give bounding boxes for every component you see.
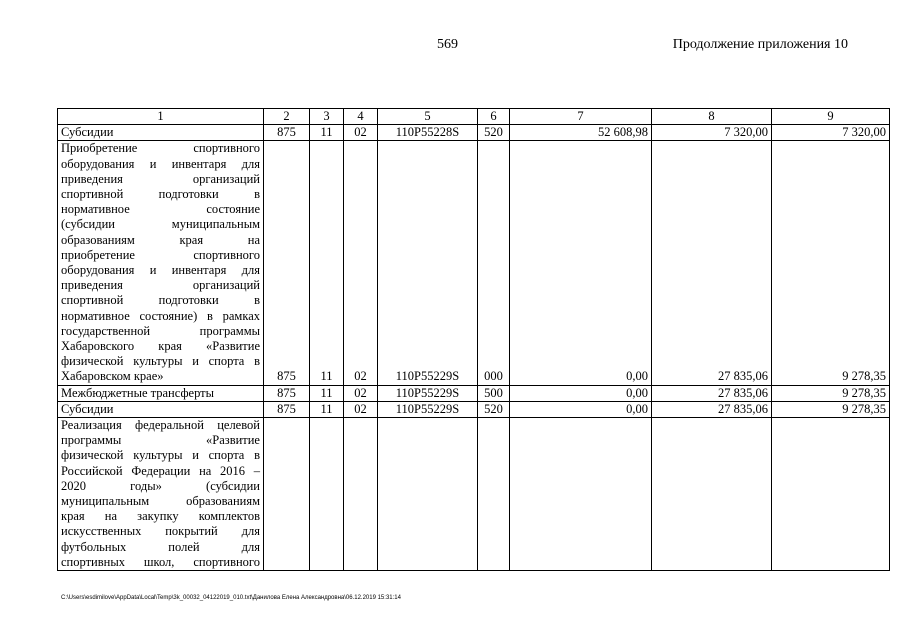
row-name-line: нормативное состояние) в рамках — [61, 308, 260, 323]
row-name-line: приведения организаций — [61, 278, 260, 293]
row-name-line: Приобретение спортивного — [61, 141, 260, 156]
target-article-cell — [378, 418, 478, 571]
table-row — [58, 141, 890, 385]
row-name-line: нормативное состояние — [61, 202, 260, 217]
subsection-cell — [344, 418, 378, 571]
row-name-cell — [58, 141, 264, 385]
table-row — [58, 125, 890, 141]
row-name-line: физической культуры и спорта в — [61, 448, 260, 463]
expense-type-cell: 000 — [478, 141, 510, 385]
row-name-cell — [58, 418, 264, 571]
column-header: 5 — [378, 109, 478, 125]
admin-code-cell: 875 — [264, 141, 310, 385]
row-name-line: Хабаровского края «Развитие — [61, 339, 260, 354]
column-header: 3 — [310, 109, 344, 125]
row-name-line: Хабаровском крае» — [61, 369, 164, 384]
row-name-line: 2020 годы» (субсидии — [61, 478, 260, 493]
amount-col9-cell: 9 278,35 — [772, 401, 890, 417]
row-name-line: образованиям края на — [61, 232, 260, 247]
expense-type-cell: 500 — [478, 385, 510, 401]
row-name-line: оборудования и инвентаря для — [61, 263, 260, 278]
amount-col8-cell: 7 320,00 — [652, 125, 772, 141]
row-name-line: физической культуры и спорта в — [61, 354, 260, 369]
expense-type-cell: 520 — [478, 125, 510, 141]
target-article-cell: 110P55228S — [378, 125, 478, 141]
column-header: 4 — [344, 109, 378, 125]
row-name-line: спортивной подготовки в — [61, 293, 260, 308]
table-body — [58, 125, 890, 571]
amount-col7-cell: 0,00 — [510, 141, 652, 385]
column-header: 7 — [510, 109, 652, 125]
section-cell: 11 — [310, 125, 344, 141]
amount-col7-cell: 52 608,98 — [510, 125, 652, 141]
section-cell: 11 — [310, 385, 344, 401]
row-name-line: футбольных полей для — [61, 539, 260, 554]
row-name-line: Российской Федерации на 2016 – — [61, 463, 260, 478]
amount-col7-cell: 0,00 — [510, 385, 652, 401]
column-header: 9 — [772, 109, 890, 125]
table-row — [58, 385, 890, 401]
amount-col9-cell: 9 278,35 — [772, 385, 890, 401]
row-name-cell — [58, 385, 264, 401]
appendix-note: Продолжение приложения 10 — [672, 37, 848, 52]
row-name-line: искусственных покрытий для — [61, 524, 260, 539]
amount-col7-cell: 0,00 — [510, 401, 652, 417]
admin-code-cell — [264, 418, 310, 571]
row-name-cell — [58, 401, 264, 417]
section-cell: 11 — [310, 141, 344, 385]
table-row — [58, 401, 890, 417]
target-article-cell: 110P55229S — [378, 141, 478, 385]
subsection-cell: 02 — [344, 125, 378, 141]
expense-type-cell: 520 — [478, 401, 510, 417]
file-path-footer: C:\Users\esdimilove\AppData\Local\Temp\3k_00032_04122019_010.txt\Данилова Елена Александровна\06.12.2019 15:31:14 — [61, 595, 401, 601]
table-header-row — [58, 109, 890, 125]
row-name-cell — [58, 125, 264, 141]
column-header: 1 — [58, 109, 264, 125]
row-name-line: государственной программы — [61, 323, 260, 338]
amount-col8-cell — [652, 418, 772, 571]
expense-type-cell — [478, 418, 510, 571]
row-name-line: края на закупку комплектов — [61, 509, 260, 524]
amount-col8-cell: 27 835,06 — [652, 385, 772, 401]
target-article-cell: 110P55229S — [378, 385, 478, 401]
amount-col9-cell: 7 320,00 — [772, 125, 890, 141]
subsection-cell: 02 — [344, 401, 378, 417]
column-header: 8 — [652, 109, 772, 125]
column-header: 2 — [264, 109, 310, 125]
row-name-line: (субсидии муниципальным — [61, 217, 260, 232]
amount-col9-cell — [772, 418, 890, 571]
amount-col8-cell: 27 835,06 — [652, 401, 772, 417]
row-name-line: Субсидии — [61, 125, 114, 140]
amount-col8-cell: 27 835,06 — [652, 141, 772, 385]
section-cell: 11 — [310, 401, 344, 417]
page-number: 569 — [437, 37, 458, 52]
table-row — [58, 418, 890, 571]
amount-col7-cell — [510, 418, 652, 571]
subsection-cell: 02 — [344, 141, 378, 385]
row-name-line: приведения организаций — [61, 171, 260, 186]
row-name-line: муниципальным образованиям — [61, 494, 260, 509]
section-cell — [310, 418, 344, 571]
budget-table — [57, 108, 890, 571]
row-name-line: Реализация федеральной целевой — [61, 418, 260, 433]
row-name-line: спортивной подготовки в — [61, 187, 260, 202]
admin-code-cell: 875 — [264, 385, 310, 401]
row-name-line: Субсидии — [61, 401, 114, 416]
row-name-line: Межбюджетные трансферты — [61, 385, 215, 400]
row-name-line: оборудования и инвентаря для — [61, 156, 260, 171]
row-name-line: программы «Развитие — [61, 433, 260, 448]
target-article-cell: 110P55229S — [378, 401, 478, 417]
row-name-line: спортивных школ, спортивного — [61, 554, 260, 569]
subsection-cell: 02 — [344, 385, 378, 401]
admin-code-cell: 875 — [264, 125, 310, 141]
column-header: 6 — [478, 109, 510, 125]
admin-code-cell: 875 — [264, 401, 310, 417]
amount-col9-cell: 9 278,35 — [772, 141, 890, 385]
row-name-line: приобретение спортивного — [61, 247, 260, 262]
